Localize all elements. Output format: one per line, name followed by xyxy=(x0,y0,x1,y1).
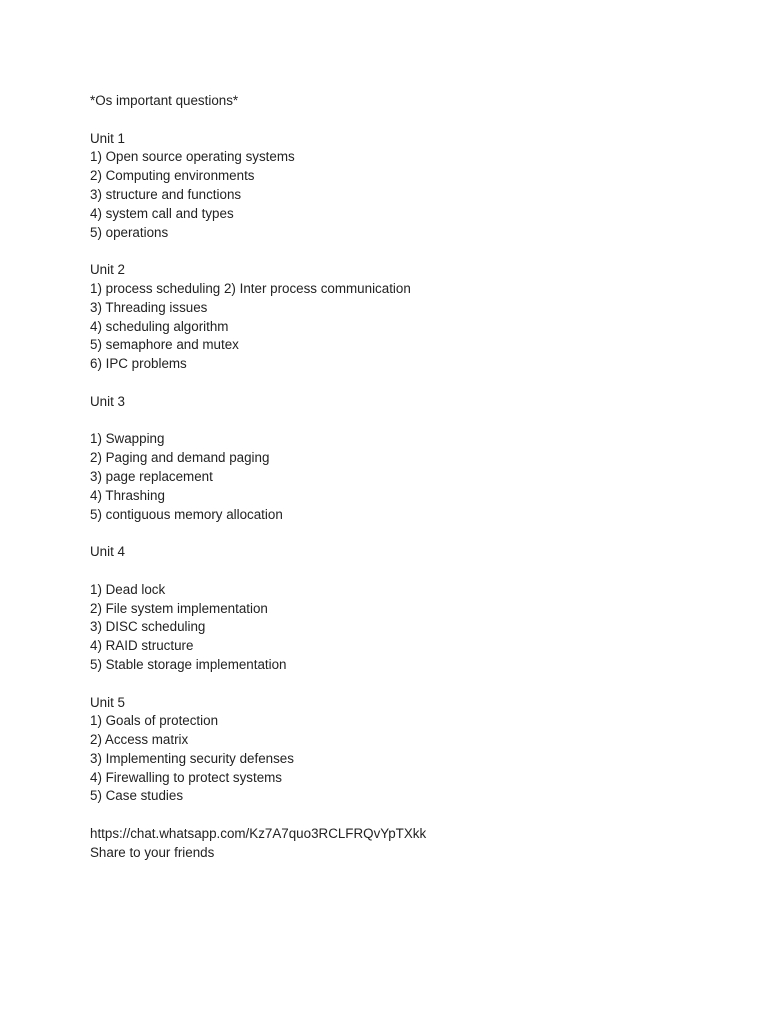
document-body xyxy=(90,92,730,863)
spacer xyxy=(90,111,730,130)
unit-1-item: 2) Computing environments xyxy=(90,168,255,184)
unit-5-heading: Unit 5 xyxy=(90,694,125,710)
spacer xyxy=(90,562,730,581)
unit-3-item: 3) page replacement xyxy=(90,468,213,484)
unit-2-item: 5) semaphore and mutex xyxy=(90,337,239,353)
unit-4-item: 5) Stable storage implementation xyxy=(90,656,287,672)
spacer xyxy=(90,675,730,694)
unit-5-item: 2) Access matrix xyxy=(90,732,189,748)
spacer xyxy=(90,806,730,825)
share-note: Share to your friends xyxy=(90,844,215,860)
unit-1-heading: Unit 1 xyxy=(90,130,125,146)
unit-2-heading: Unit 2 xyxy=(90,262,125,278)
unit-4-item: 1) Dead lock xyxy=(90,581,166,597)
unit-1-item: 4) system call and types xyxy=(90,205,234,221)
unit-2-item: 6) IPC problems xyxy=(90,356,187,372)
unit-2-item: 3) Threading issues xyxy=(90,299,208,315)
unit-5-item: 1) Goals of protection xyxy=(90,713,219,729)
unit-3-item: 1) Swapping xyxy=(90,431,165,447)
unit-5-item: 5) Case studies xyxy=(90,788,184,804)
spacer xyxy=(90,374,730,393)
group-link[interactable]: https://chat.whatsapp.com/Kz7A7quo3RCLFRQvYpTXkk xyxy=(90,826,427,842)
unit-1-item: 3) structure and functions xyxy=(90,186,242,202)
unit-5-item: 4) Firewalling to protect systems xyxy=(90,769,282,785)
unit-4-heading: Unit 4 xyxy=(90,544,125,560)
unit-1-item: 1) Open source operating systems xyxy=(90,149,295,165)
unit-3-item: 2) Paging and demand paging xyxy=(90,450,270,466)
unit-4-item: 4) RAID structure xyxy=(90,638,194,654)
unit-3-heading: Unit 3 xyxy=(90,393,125,409)
unit-2-item: 1) process scheduling 2) Inter process communication xyxy=(90,280,411,296)
unit-5-item: 3) Implementing security defenses xyxy=(90,750,294,766)
unit-4-item: 3) DISC scheduling xyxy=(90,619,206,635)
unit-3-item: 4) Thrashing xyxy=(90,487,165,503)
unit-3-item: 5) contiguous memory allocation xyxy=(90,506,283,522)
unit-1-item: 5) operations xyxy=(90,224,169,240)
unit-2-item: 4) scheduling algorithm xyxy=(90,318,229,334)
spacer xyxy=(90,242,730,261)
spacer xyxy=(90,412,730,431)
spacer xyxy=(90,524,730,543)
document-title: *Os important questions* xyxy=(90,93,239,108)
unit-4-item: 2) File system implementation xyxy=(90,600,268,616)
